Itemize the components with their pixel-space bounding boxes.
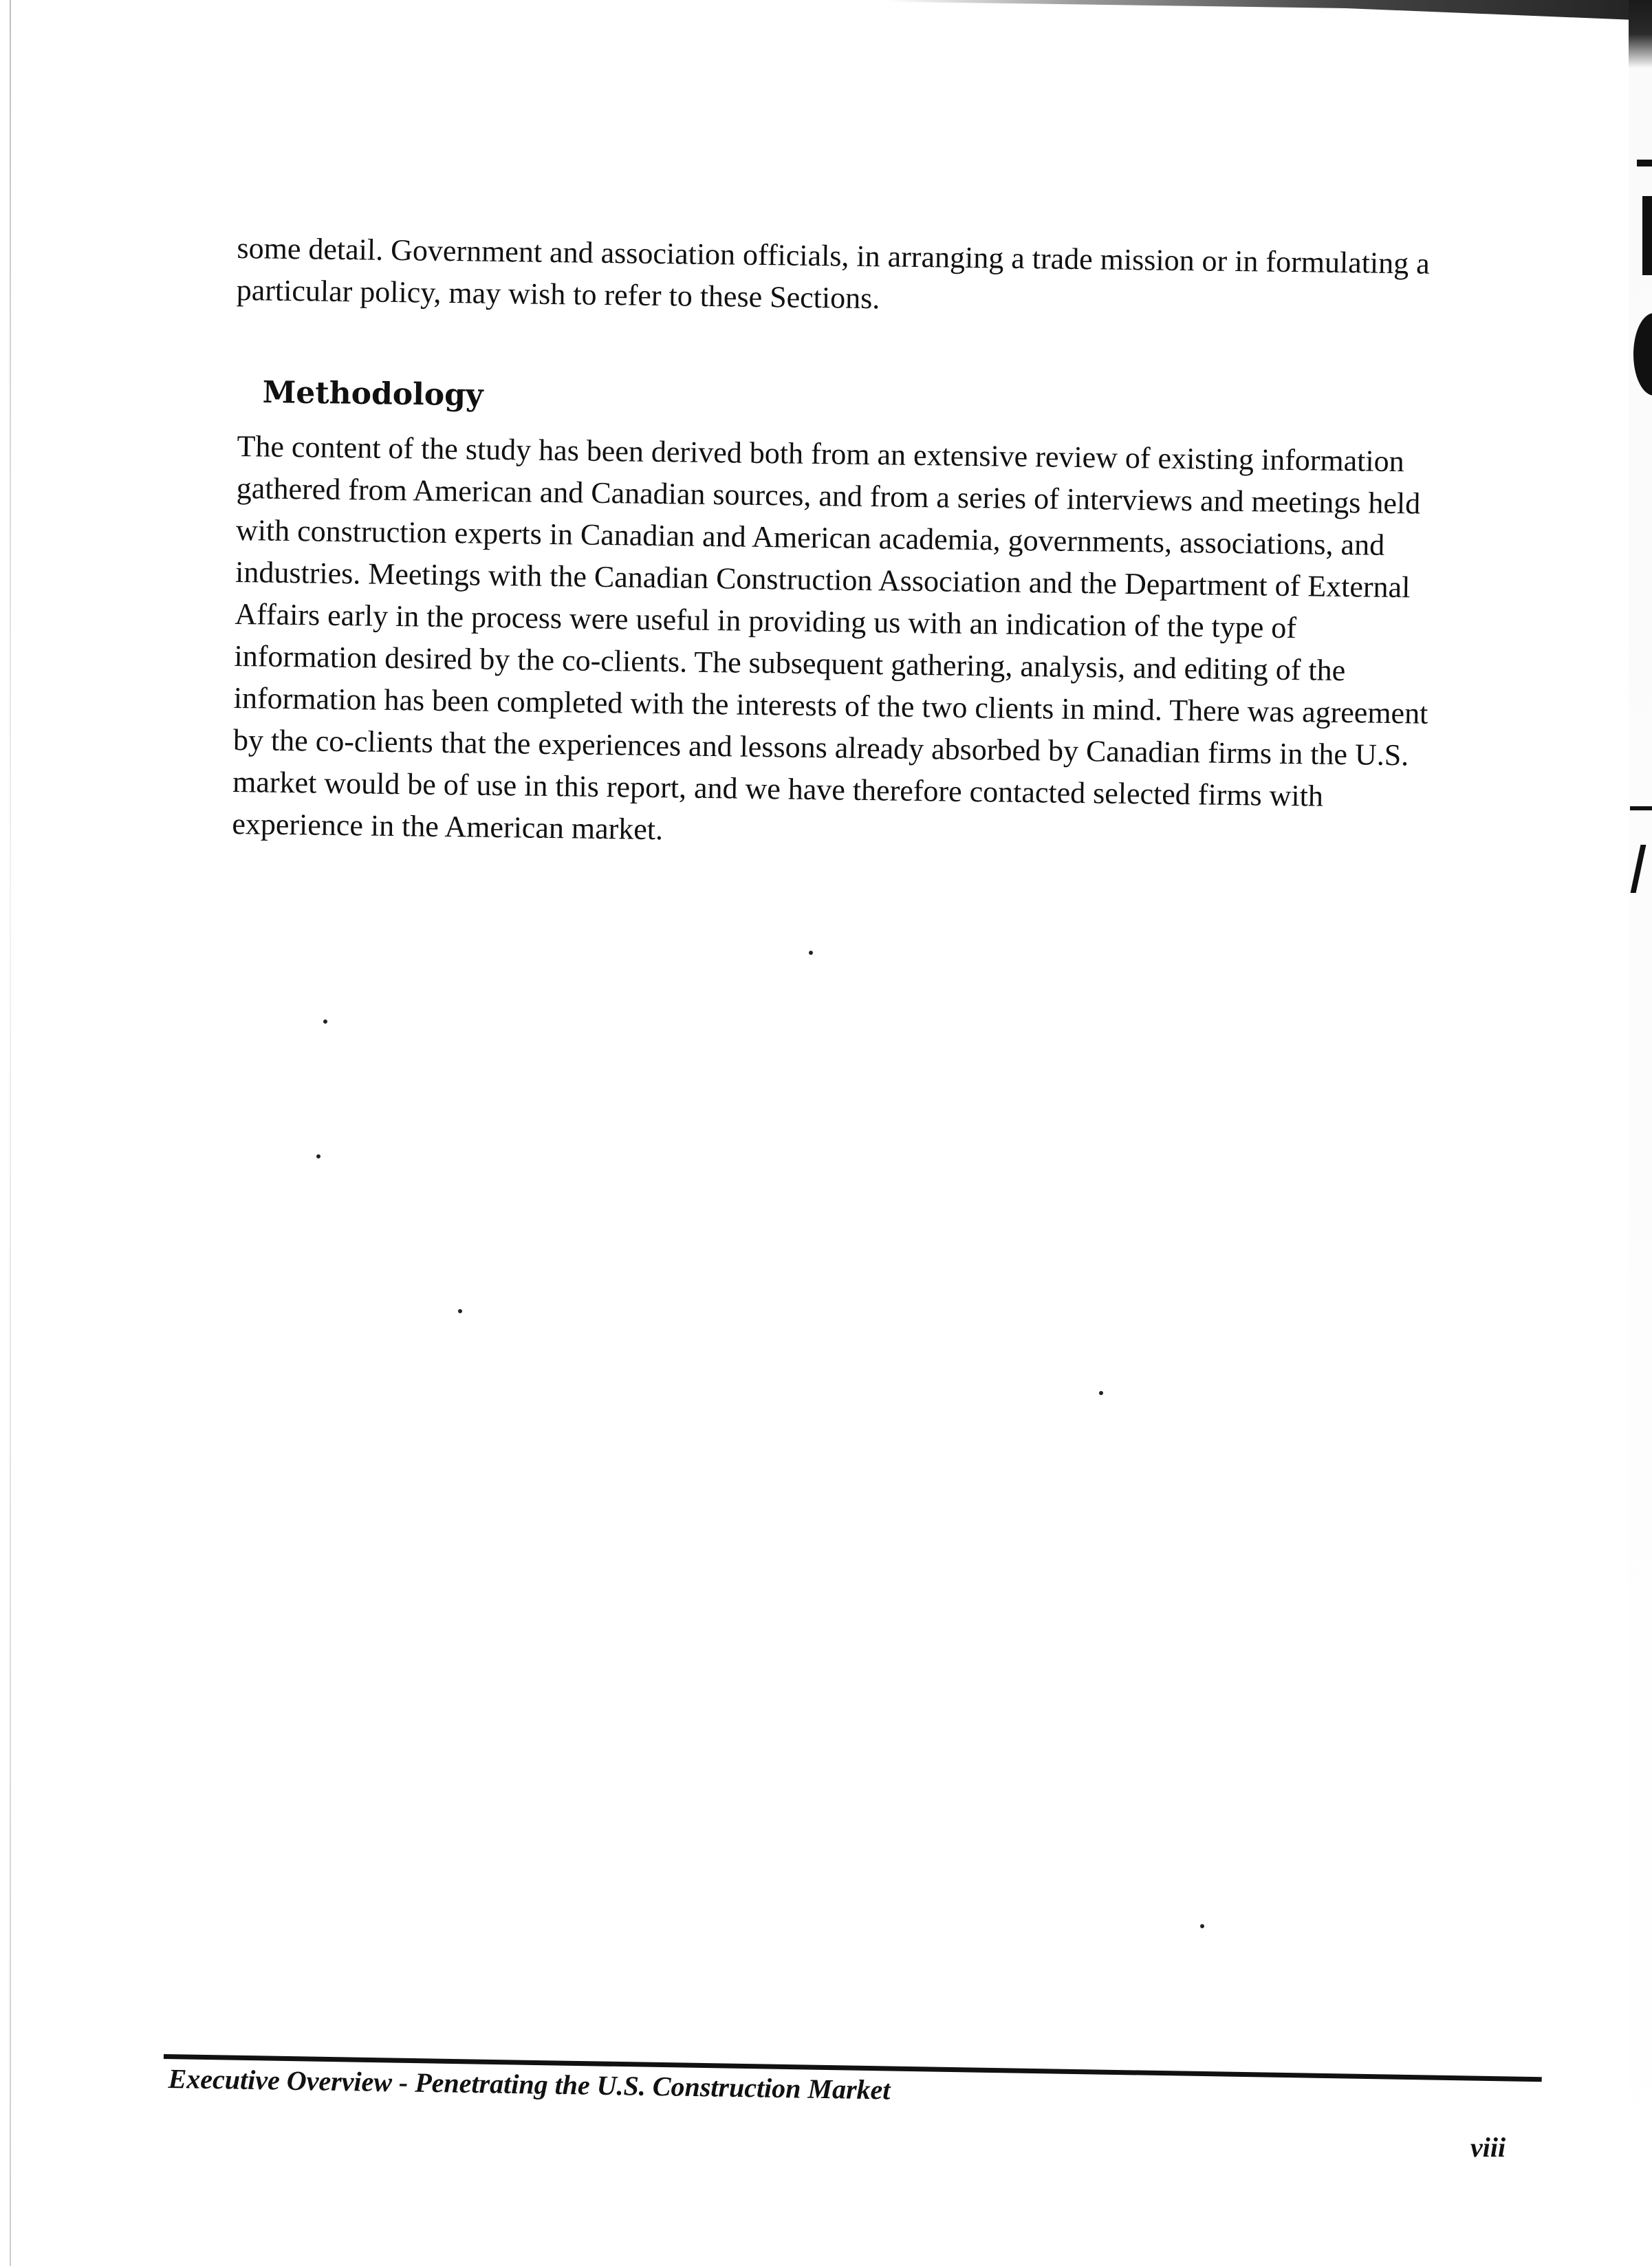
text-line: Affairs early in the process were useful in providing us with an indication of the type of xyxy=(235,596,1297,645)
text-line: information desired by the co-clients. The subsequent gathering, analysis, and editing of the xyxy=(234,638,1346,688)
scan-speck xyxy=(316,1154,320,1158)
section-heading: Methodology xyxy=(262,375,483,413)
scan-left-edge xyxy=(10,0,11,2266)
scan-speck xyxy=(809,951,813,955)
text-line: experience in the American market. xyxy=(232,806,664,847)
scan-top-edge-shadow xyxy=(887,0,1652,21)
scan-speck xyxy=(458,1309,462,1313)
text-line: some detail. Government and association officials, in arranging a trade mission or in formulating a xyxy=(237,230,1431,281)
methodology-paragraph xyxy=(232,425,1613,863)
margin-mark xyxy=(1630,806,1652,810)
scan-speck xyxy=(323,1019,327,1024)
footer-title: Executive Overview - Penetrating the U.S. Construction Market xyxy=(168,2062,891,2106)
text-line: information has been completed with the interests of the two clients in mind. There was agreement xyxy=(233,680,1428,731)
scan-speck xyxy=(1200,1924,1204,1928)
intro-paragraph xyxy=(236,227,1612,329)
margin-mark xyxy=(1637,160,1652,166)
text-line: gathered from American and Canadian sources, and from a series of interviews and meetings held xyxy=(236,471,1421,521)
text-line: with construction experts in Canadian and American academia, governments, associations, and xyxy=(235,512,1385,562)
text-line: by the co-clients that the experiences and lessons already absorbed by Canadian firms in the U.S. xyxy=(232,722,1409,773)
scan-speck xyxy=(1099,1391,1103,1395)
text-line: The content of the study has been derived both from an extensive review of existing information xyxy=(237,429,1404,479)
margin-mark xyxy=(1642,196,1652,275)
text-line: market would be of use in this report, and we have therefore contacted selected firms with xyxy=(232,764,1324,813)
text-line: industries. Meetings with the Canadian Construction Association and the Department of External xyxy=(235,554,1411,605)
page-number: viii xyxy=(1470,2132,1506,2163)
text-line: particular policy, may wish to refer to these Sections. xyxy=(236,272,880,316)
